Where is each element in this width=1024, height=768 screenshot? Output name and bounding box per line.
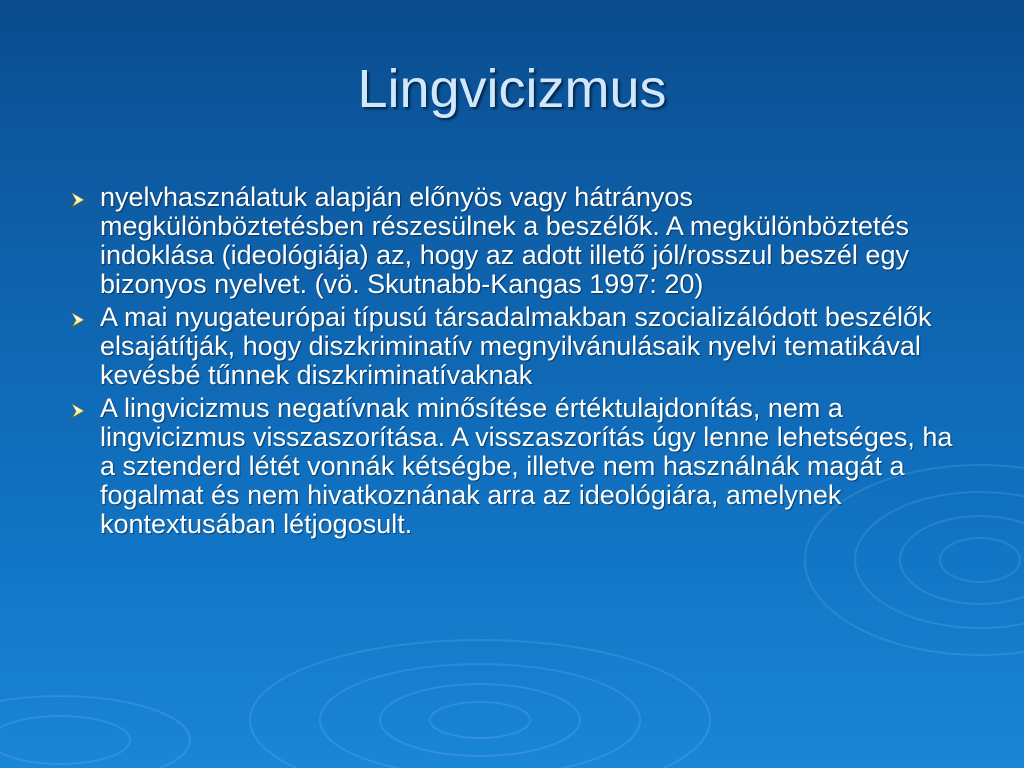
bullet-item — [64, 183, 964, 299]
bullet-text: nyelvhasználatuk alapján előnyös vagy hátrányos megkülönböztetésben részesülnek a beszélők. A megkülönböztetés indoklása (ideológiája) az, hogy az adott illető jól/rosszul beszél egy bizonyos nyelvet. (vö. Skutnabb-Kangas 1997: 20) — [100, 182, 910, 299]
bullet-item — [64, 303, 964, 390]
arrowhead-bullet-icon — [70, 192, 86, 208]
bullet-text: A lingvicizmus negatívnak minősítése értéktulajdonítás, nem a lingvicizmus visszaszorítása. A visszaszorítás úgy lenne lehetséges, ha a sztenderd létét vonnák kétségbe, illetve nem használnák magát a fogalmat és nem hivatkoznának arra az ideológiára, amelynek kontextusában létjogosult. — [100, 393, 953, 539]
arrowhead-bullet-icon — [70, 403, 86, 419]
arrowhead-bullet-icon — [70, 312, 86, 328]
bullet-item — [64, 394, 964, 539]
slide-title: Lingvicizmus — [357, 59, 667, 119]
bullet-text: A mai nyugateurópai típusú társadalmakban szocializálódott beszélők elsajátítják, hogy diszkriminatív megnyilvánulásaik nyelvi tematikával kevésbé tűnnek diszkriminatívaknak — [100, 302, 932, 390]
bullet-list — [64, 183, 964, 543]
